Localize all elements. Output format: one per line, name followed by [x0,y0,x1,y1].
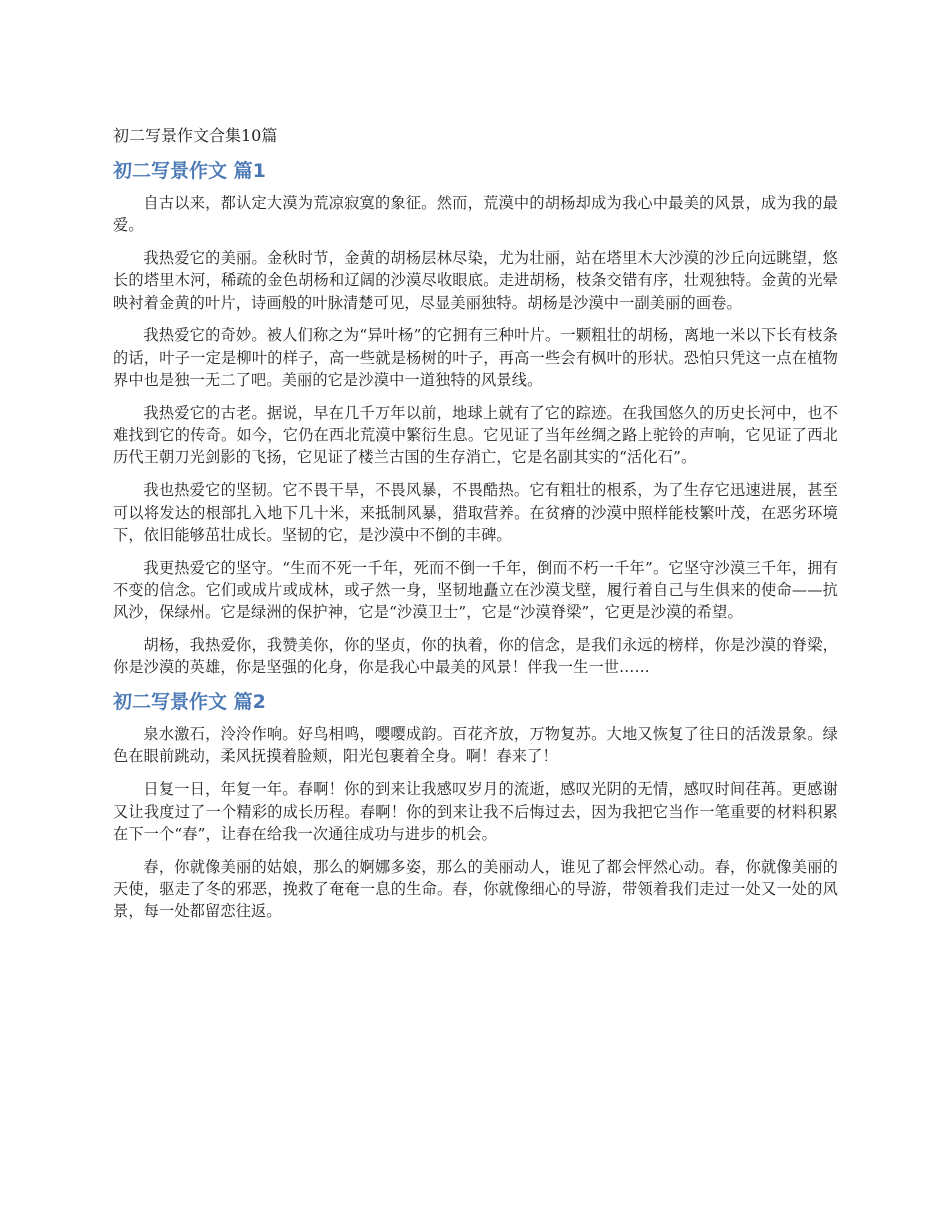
section-heading: 初二写景作文 篇2 [113,691,266,714]
document-page [113,124,838,933]
paragraph: 我热爱它的古老。据说，早在几千万年以前，地球上就有了它的踪迹。在我国悠久的历史长河中，也不难找到它的传奇。如今，它仍在西北荒漠中繁衍生息。它见证了当年丝绸之路上驼铃的声响，它见证了西北历代王朝刀光剑影的飞扬，它见证了楼兰古国的生存消亡，它是名副其实的“活化石”。 [113,403,838,467]
paragraph: 我也热爱它的坚韧。它不畏干旱，不畏风暴，不畏酷热。它有粗壮的根系，为了生存它迅速进展，甚至可以将发达的根部扎入地下几十米，来抵制风暴，猎取营养。在贫瘠的沙漠中照样能枝繁叶茂，在恶劣环境下，依旧能够茁壮成长。坚韧的它，是沙漠中不倒的丰碑。 [113,481,838,544]
paragraph: 我热爱它的奇妙。被人们称之为“异叶杨”的它拥有三种叶片。一颗粗壮的胡杨，离地一米以下长有枝条的话，叶子一定是柳叶的样子，高一些就是杨树的叶子，再高一些会有枫叶的形状。恐怕只凭这一点在植物界中也是独一无二了吧。美丽的它是沙漠中一道独特的风景线。 [113,326,838,390]
section-2 [113,689,838,922]
paragraph: 日复一日，年复一年。春啊！你的到来让我感叹岁月的流逝，感叹光阴的无情，感叹时间荏苒。更感谢又让我度过了一个精彩的成长历程。春啊！你的到来让我不后悔过去，因为我把它当作一笔重要的材料积累在下一个“春”，让春在给我一次通往成功与进步的机会。 [113,780,838,843]
paragraph: 我更热爱它的坚守。“生而不死一千年，死而不倒一千年，倒而不朽一千年”。它坚守沙漠三千年，拥有不变的信念。它们或成片或成林，或孑然一身，坚韧地矗立在沙漠戈壁，履行着自己与生俱来的使命——抗风沙，保绿州。它是绿洲的保护神，它是“沙漠卫士”，它是“沙漠脊梁”，它更是沙漠的希望。 [113,558,838,622]
section-heading: 初二写景作文 篇1 [113,160,266,182]
document-title: 初二写景作文合集10篇 [113,126,278,145]
paragraph: 我热爱它的美丽。金秋时节，金黄的胡杨层林尽染，尤为壮丽，站在塔里木大沙漠的沙丘向远眺望，悠长的塔里木河，稀疏的金色胡杨和辽阔的沙漠尽收眼底。走进胡杨，枝条交错有序，壮观独特。金黄的光晕映衬着金黄的叶片，诗画般的叶脉清楚可见，尽显美丽独特。胡杨是沙漠中一副美丽的画卷。 [113,249,838,312]
paragraph: 胡杨，我热爱你，我赞美你，你的坚贞，你的执着，你的信念，是我们永远的榜样，你是沙漠的脊梁，你是沙漠的英雄，你是坚强的化身，你是我心中最美的风景！伴我一生一世…… [113,636,838,677]
paragraph: 泉水激石，泠泠作响。好鸟相鸣，嘤嘤成韵。百花齐放，万物复苏。大地又恢复了往日的活泼景象。绿色在眼前跳动，柔风抚摸着脸颊，阳光包裹着全身。啊！春来了！ [113,725,838,766]
section-1 [113,158,838,679]
paragraph: 自古以来，都认定大漠为荒凉寂寞的象征。然而，荒漠中的胡杨却成为我心中最美的风景，成为我的最爱。 [113,194,838,235]
paragraph: 春，你就像美丽的姑娘，那么的婀娜多姿，那么的美丽动人，谁见了都会怦然心动。春，你就像美丽的天使，驱走了冬的邪恶，挽救了奄奄一息的生命。春，你就像细心的导游，带领着我们走过一处又一处的风景，每一处都留恋往返。 [113,857,838,921]
